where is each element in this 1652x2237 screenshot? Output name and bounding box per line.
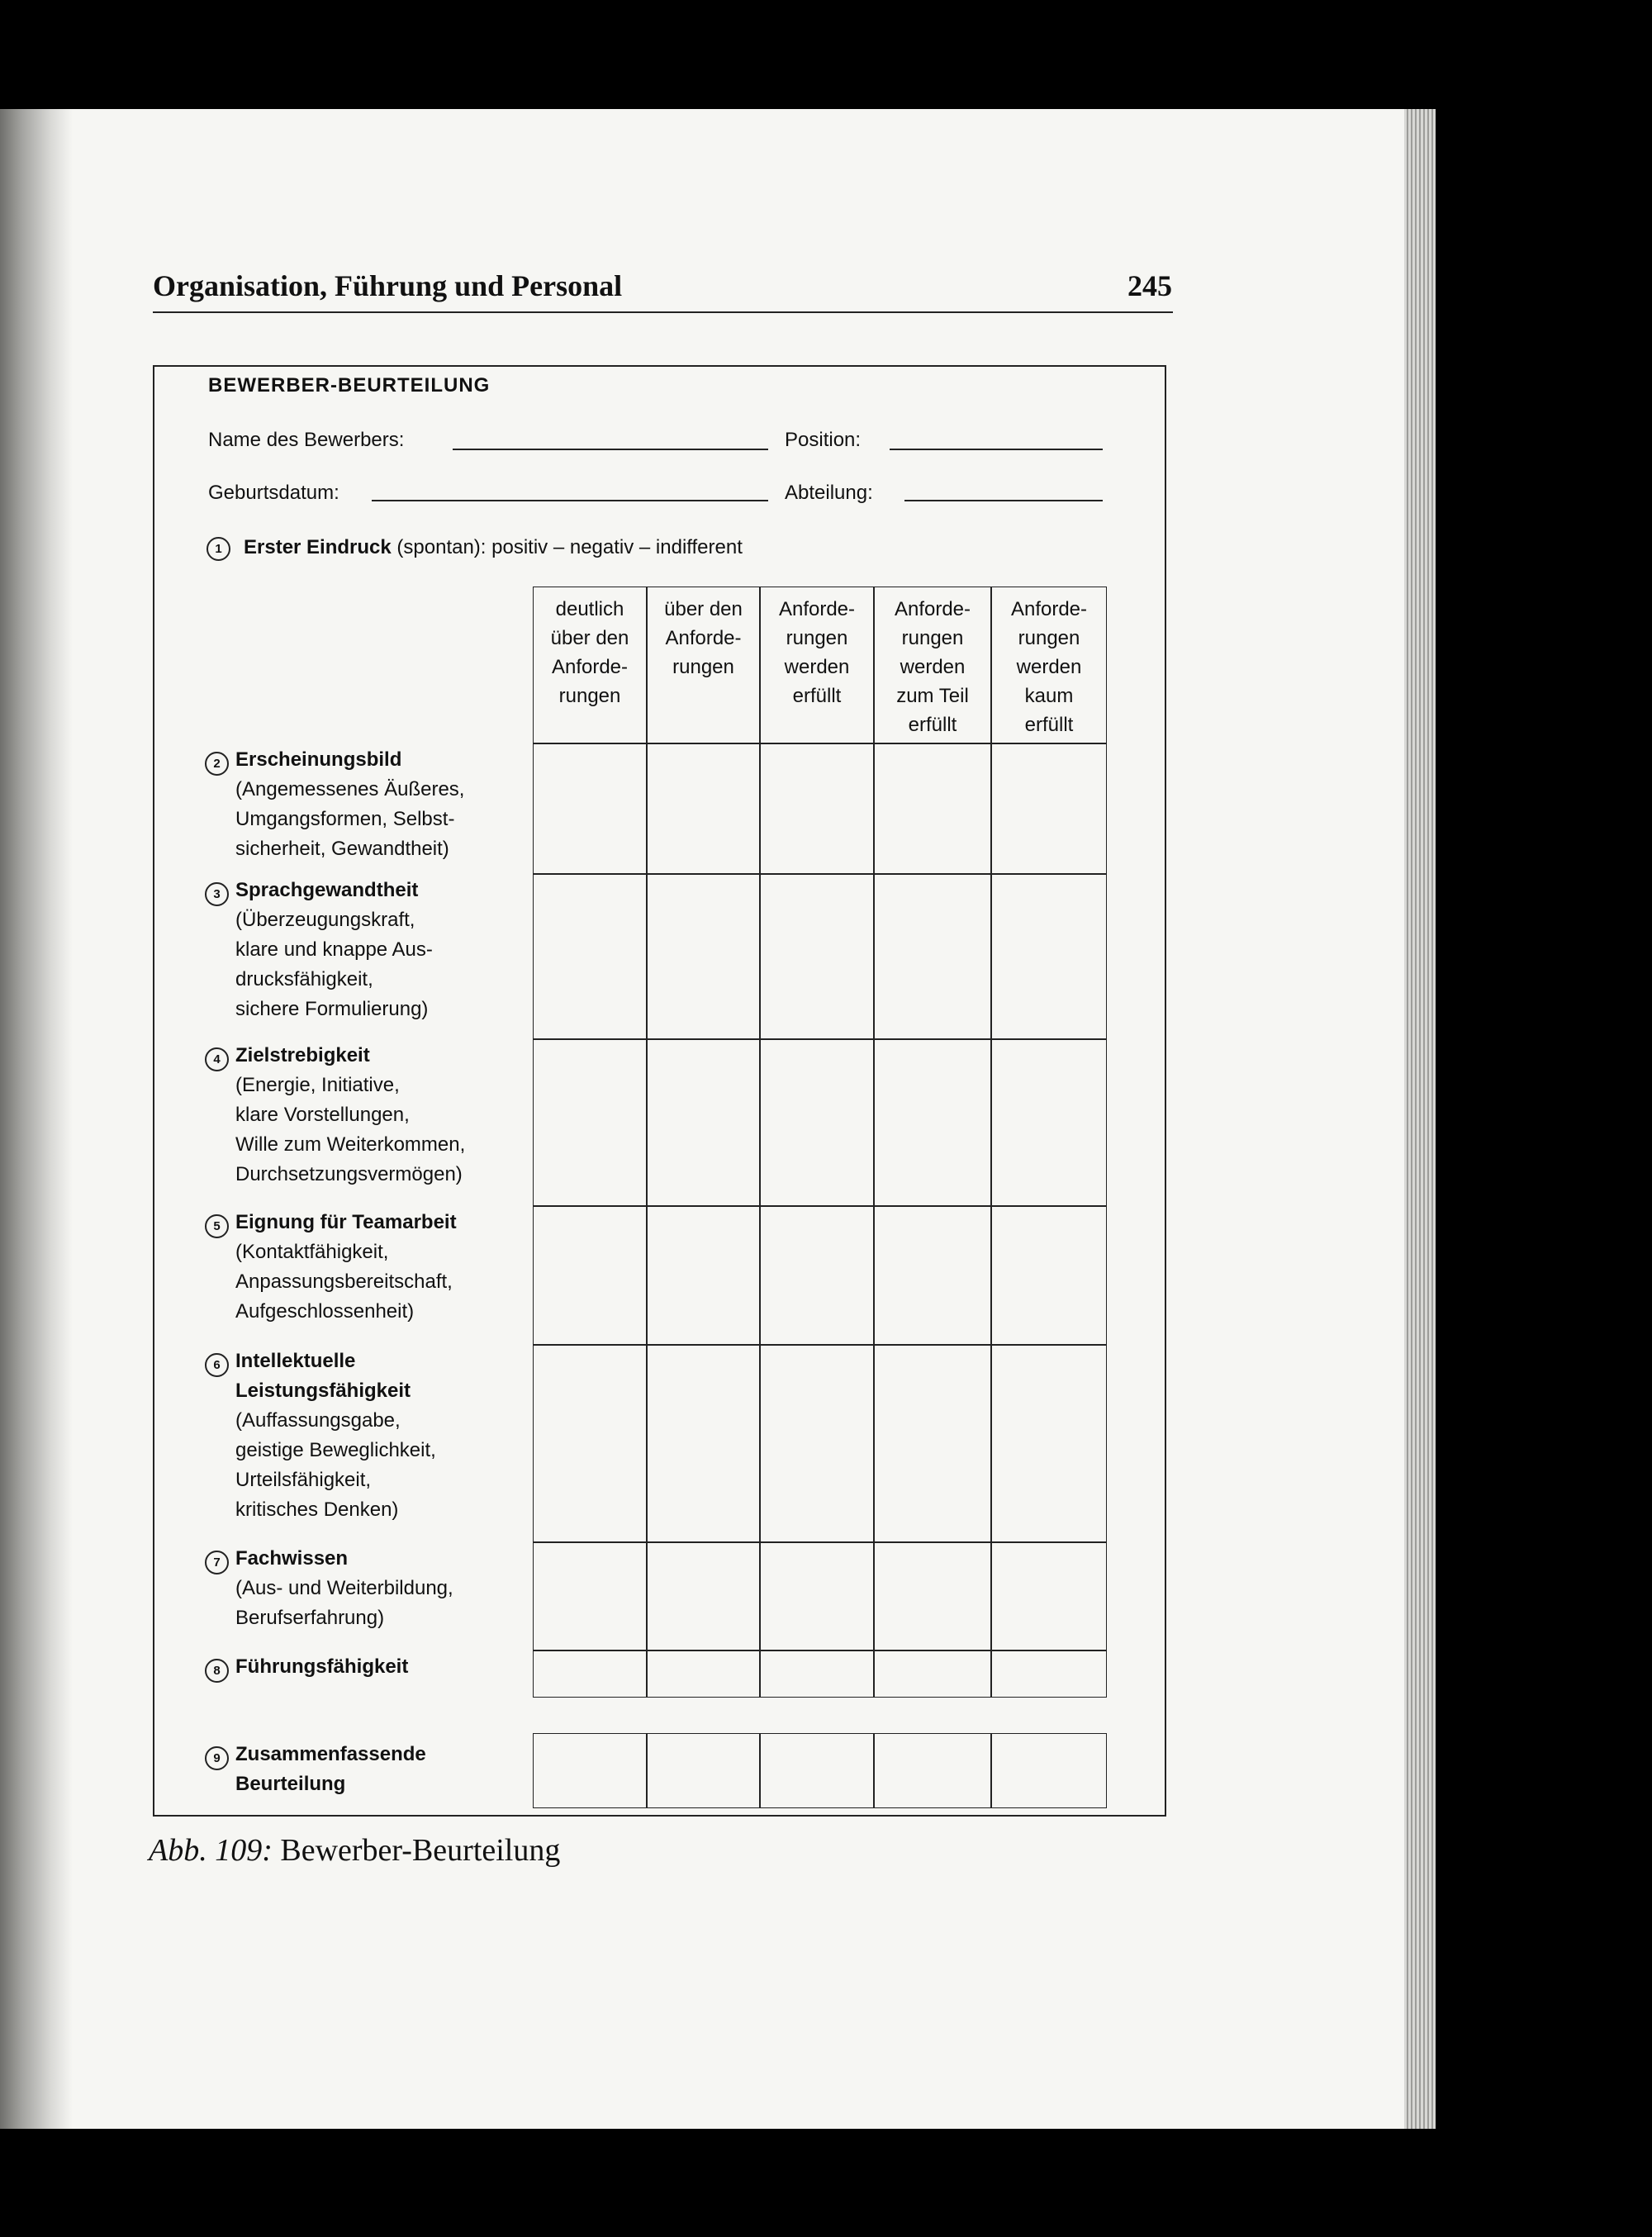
rating-cell[interactable] xyxy=(760,1039,874,1206)
item-number-icon: 3 xyxy=(205,882,229,906)
rating-cell[interactable] xyxy=(533,1650,647,1698)
criterion-detail: (Überzeugungskraft, xyxy=(235,909,415,931)
item-number-icon: 4 xyxy=(205,1047,229,1071)
criterion-title: Erscheinungsbild xyxy=(235,748,402,771)
department-line[interactable] xyxy=(904,500,1103,501)
rating-cell[interactable] xyxy=(991,1206,1107,1345)
criterion-title: Eignung für Teamarbeit xyxy=(235,1211,457,1233)
criterion-label xyxy=(235,1208,457,1327)
column-header-line: erfüllt xyxy=(792,685,842,707)
running-header-title: Organisation, Führung und Personal xyxy=(153,269,623,302)
page-number: 245 xyxy=(1127,269,1172,302)
column-header-line: rungen xyxy=(558,685,621,707)
summary-label xyxy=(235,1740,426,1799)
criterion-detail: Aufgeschlossenheit) xyxy=(235,1300,415,1323)
rating-cell[interactable] xyxy=(647,1039,760,1206)
criterion-detail: Urteilsfähigkeit, xyxy=(235,1469,372,1491)
summary-rating-cell[interactable] xyxy=(991,1733,1107,1808)
criterion-title: Intellektuelle xyxy=(235,1350,356,1372)
item-number-icon: 1 xyxy=(206,537,230,561)
column-header-line: werden xyxy=(1016,656,1082,678)
rating-cell[interactable] xyxy=(533,1206,647,1345)
column-header-text xyxy=(991,595,1107,739)
item-number-icon: 2 xyxy=(205,752,229,776)
birthdate-line[interactable] xyxy=(372,500,768,501)
name-line[interactable] xyxy=(453,449,768,450)
rating-cell[interactable] xyxy=(991,1542,1107,1650)
rating-cell[interactable] xyxy=(874,1206,991,1345)
column-header-text xyxy=(647,595,760,682)
rating-cell[interactable] xyxy=(647,1542,760,1650)
rating-cell[interactable] xyxy=(991,1650,1107,1698)
criterion-detail: sichere Formulierung) xyxy=(235,998,429,1020)
criterion-detail: drucksfähigkeit, xyxy=(235,968,373,990)
column-header-line: erfüllt xyxy=(908,714,957,736)
page-gutter xyxy=(0,109,73,2129)
criterion-label xyxy=(235,1544,453,1633)
criterion-label xyxy=(235,1041,465,1190)
column-header-line: zum Teil xyxy=(896,685,969,707)
column-header-line: Anforde- xyxy=(665,627,742,649)
first-impression xyxy=(244,533,743,563)
rating-cell[interactable] xyxy=(874,1345,991,1542)
criterion-detail: (Energie, Initiative, xyxy=(235,1074,400,1096)
column-header-line: Anforde- xyxy=(1010,598,1088,620)
criterion-detail: (Angemessenes Äußeres, xyxy=(235,778,465,800)
column-header-text xyxy=(533,595,647,710)
summary-rating-cell[interactable] xyxy=(874,1733,991,1808)
column-header-text xyxy=(760,595,874,710)
criterion-detail: (Aus- und Weiterbildung, xyxy=(235,1577,453,1599)
rating-cell[interactable] xyxy=(874,874,991,1039)
rating-cell[interactable] xyxy=(647,1650,760,1698)
rating-cell[interactable] xyxy=(760,1542,874,1650)
criterion-title: Sprachgewandtheit xyxy=(235,879,419,901)
form-title: BEWERBER-BEURTEILUNG xyxy=(208,374,491,397)
criterion-label xyxy=(235,876,433,1024)
criterion-label xyxy=(235,745,464,864)
rating-cell[interactable] xyxy=(533,743,647,874)
rating-cell[interactable] xyxy=(760,743,874,874)
rating-cell[interactable] xyxy=(874,1650,991,1698)
column-header-line: rungen xyxy=(901,627,964,649)
summary-title: Zusammenfassende xyxy=(235,1743,426,1765)
criterion-detail: klare und knappe Aus- xyxy=(235,938,433,961)
criterion-detail: Durchsetzungsvermögen) xyxy=(235,1163,463,1185)
item-number-icon: 7 xyxy=(205,1551,229,1574)
figure-caption xyxy=(149,1832,560,1869)
column-header-line: über den xyxy=(664,598,743,620)
criterion-title: Leistungsfähigkeit xyxy=(235,1380,411,1402)
rating-cell[interactable] xyxy=(760,1650,874,1698)
position-label: Position: xyxy=(785,429,862,451)
criterion-detail: Umgangsformen, Selbst- xyxy=(235,808,455,830)
caption-text: Bewerber-Beurteilung xyxy=(272,1833,561,1868)
criterion-detail: Anpassungsbereitschaft, xyxy=(235,1270,453,1293)
column-header-line: werden xyxy=(900,656,966,678)
rating-cell[interactable] xyxy=(874,1039,991,1206)
column-header-line: Anforde- xyxy=(778,598,856,620)
criterion-detail: kritisches Denken) xyxy=(235,1498,399,1521)
column-header-line: Anforde- xyxy=(551,656,629,678)
criterion-label xyxy=(235,1346,436,1525)
birthdate-label: Geburtsdatum: xyxy=(208,482,339,504)
criterion-detail: (Auffassungsgabe, xyxy=(235,1409,401,1432)
rating-cell[interactable] xyxy=(991,743,1107,874)
criterion-detail: Berufserfahrung) xyxy=(235,1607,385,1629)
summary-rating-cell[interactable] xyxy=(533,1733,647,1808)
rating-cell[interactable] xyxy=(874,1542,991,1650)
rating-cell[interactable] xyxy=(533,1039,647,1206)
criterion-detail: (Kontaktfähigkeit, xyxy=(235,1241,389,1263)
rating-cell[interactable] xyxy=(647,1345,760,1542)
criterion-detail: sicherheit, Gewandtheit) xyxy=(235,838,449,860)
rating-cell[interactable] xyxy=(991,874,1107,1039)
item-number-icon: 5 xyxy=(205,1214,229,1238)
department-label: Abteilung: xyxy=(785,482,873,504)
column-header-line: rungen xyxy=(786,627,848,649)
rating-cell[interactable] xyxy=(760,1206,874,1345)
rating-cell[interactable] xyxy=(991,1039,1107,1206)
rating-cell[interactable] xyxy=(647,874,760,1039)
criterion-title: Zielstrebigkeit xyxy=(235,1044,370,1066)
column-header-line: rungen xyxy=(672,656,734,678)
criterion-detail: klare Vorstellungen, xyxy=(235,1104,410,1126)
column-header-line: deutlich xyxy=(555,598,624,620)
item-number-icon: 8 xyxy=(205,1659,229,1683)
summary-rating-cell[interactable] xyxy=(760,1733,874,1808)
column-header-text xyxy=(874,595,991,739)
first-impression-options: (spontan): positiv – negativ – indifferent xyxy=(391,536,743,558)
column-header-line: erfüllt xyxy=(1024,714,1074,736)
criterion-detail: Wille zum Weiterkommen, xyxy=(235,1133,466,1156)
rating-cell[interactable] xyxy=(760,1345,874,1542)
criterion-title: Fachwissen xyxy=(235,1547,349,1570)
rating-cell[interactable] xyxy=(533,874,647,1039)
item-number-icon: 6 xyxy=(205,1353,229,1377)
rating-cell[interactable] xyxy=(647,743,760,874)
rating-cell[interactable] xyxy=(533,1542,647,1650)
column-header-line: über den xyxy=(550,627,629,649)
rating-cell[interactable] xyxy=(874,743,991,874)
header-rule xyxy=(153,311,1173,313)
rating-cell[interactable] xyxy=(760,874,874,1039)
summary-rating-cell[interactable] xyxy=(647,1733,760,1808)
rating-cell[interactable] xyxy=(991,1345,1107,1542)
column-header-line: werden xyxy=(784,656,850,678)
summary-title: Beurteilung xyxy=(235,1773,346,1795)
name-label: Name des Bewerbers: xyxy=(208,429,405,451)
item-number-icon: 9 xyxy=(205,1746,229,1770)
column-header-line: rungen xyxy=(1018,627,1080,649)
rating-cell[interactable] xyxy=(647,1206,760,1345)
rating-cell[interactable] xyxy=(533,1345,647,1542)
first-impression-title: Erster Eindruck xyxy=(244,536,392,558)
page-edges xyxy=(1404,109,1436,2129)
criterion-detail: geistige Beweglichkeit, xyxy=(235,1439,436,1461)
column-header-line: Anforde- xyxy=(894,598,971,620)
column-header-line: kaum xyxy=(1024,685,1074,707)
position-line[interactable] xyxy=(890,449,1103,450)
caption-label: Abb. 109: xyxy=(149,1833,273,1868)
criterion-title: Führungsfähigkeit xyxy=(235,1655,409,1678)
criterion-label xyxy=(235,1652,408,1682)
